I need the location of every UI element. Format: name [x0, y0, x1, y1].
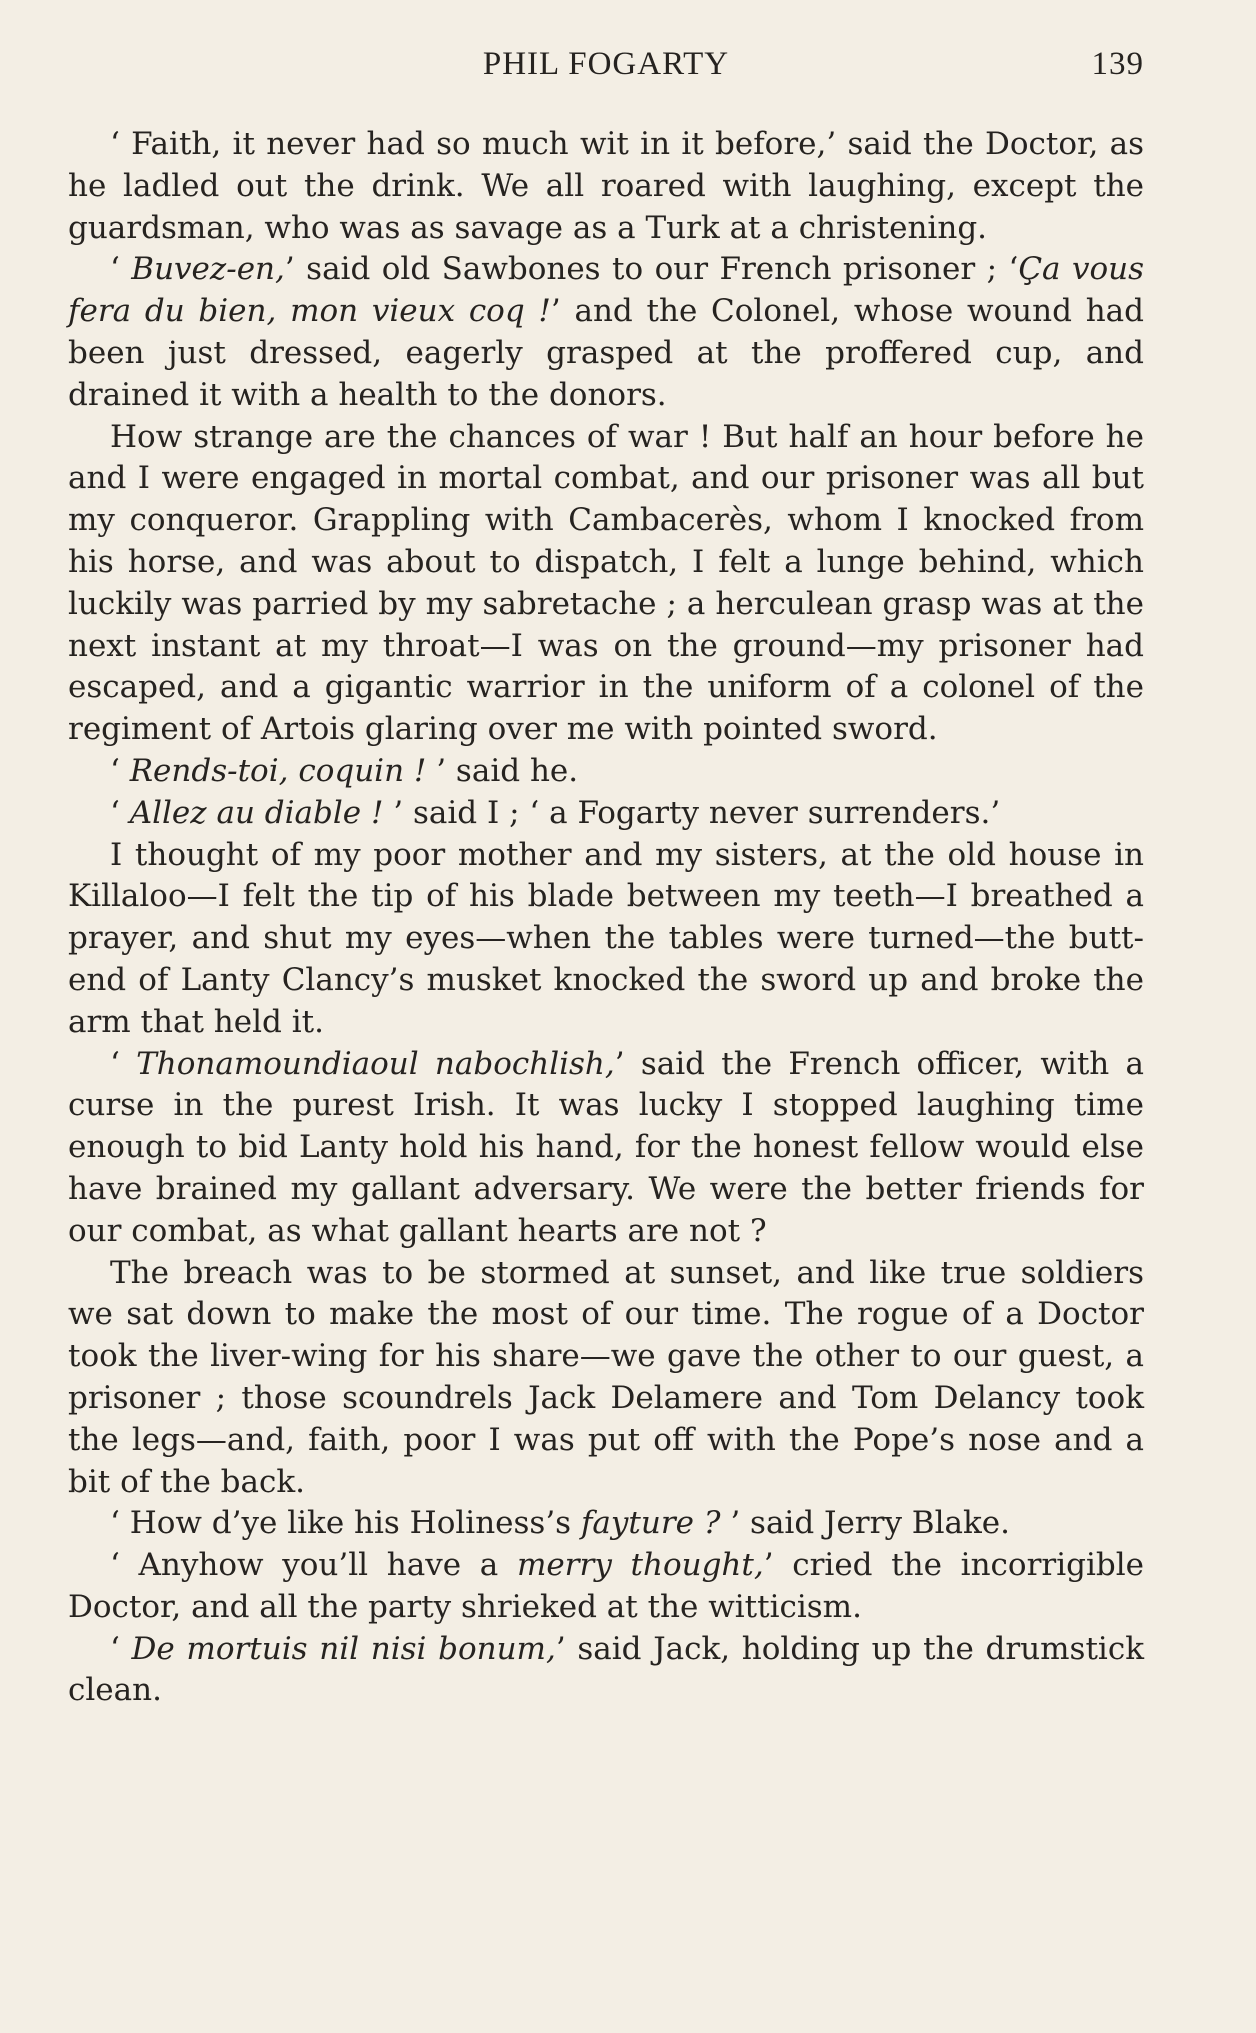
- text-run: ‘ How d’ye like his Holiness’s: [110, 1505, 581, 1542]
- text-run: ’ said Jerry Blake.: [720, 1505, 1010, 1542]
- paragraph: [68, 249, 1144, 416]
- paragraph: [68, 1044, 1144, 1253]
- italic-text: merry thought,: [516, 1547, 764, 1584]
- italic-text: Allez au diable !: [129, 794, 384, 831]
- text-run: ‘: [110, 794, 130, 831]
- paragraph: [68, 1545, 1144, 1629]
- paragraph: [68, 417, 1144, 751]
- text-run: ’ said Jack, holding up the drumstick clean.: [68, 1630, 1144, 1709]
- text-run: ’ said the French officer, with a curse in the purest Irish. It was lucky I stopped laughing time enough to bid Lanty hold his hand, for the honest fellow would else have brained my gallant adversary. We were the better friends for our combat, as what gallant hearts are not ?: [68, 1045, 1144, 1249]
- text-run: ’ cried the incorrigible Doctor, and all the party shrieked at the witticism.: [68, 1547, 1144, 1625]
- text-run: ’ said I ; ‘ a Fogarty never surrenders.’: [383, 794, 1001, 831]
- page-number: 139: [1091, 46, 1144, 82]
- text-run: I thought of my poor mother and my sisters, at the old house in Killaloo—I felt the tip of his blade between my teeth—I breathed a prayer, and shut my eyes—when the tables were turned—the butt-end of Lanty Clancy’s musket knocked the sword up and broke the arm that held it.: [68, 836, 1144, 1040]
- text-run: ‘: [110, 1045, 137, 1082]
- italic-text: fayture ?: [580, 1505, 721, 1542]
- body-text: [68, 124, 1144, 1712]
- italic-text: Thonamoundiaoul nabochlish,: [136, 1045, 615, 1082]
- text-run: ‘: [110, 251, 132, 288]
- text-run: ‘ Anyhow you’ll have a: [110, 1547, 517, 1584]
- text-run: ’ and the Colonel, whose wound had been just dressed, eagerly grasped at the proffered cup, and drained it with a health to the donors.: [68, 293, 1144, 413]
- italic-text: Buvez-en,: [131, 251, 285, 288]
- paragraph: [68, 835, 1144, 1044]
- italic-text: Ça vous fera du bien, mon vieux coq !: [68, 251, 1144, 330]
- text-run: How strange are the chances of war ! But half an hour before he and I were engaged in mortal combat, and our prisoner was all but my conqueror. Grappling with Cambacerès, whom I knocked from his horse, and was about to dispatch, I felt a lunge behind, which luckily was parried by my sabretache ; a herculean grasp was at the next instant at my throat—I was on the ground—my prisoner had escaped, and a gigantic warrior in the uniform of a colonel of the regiment of Artois glaring over me with pointed sword.: [68, 418, 1144, 748]
- text-run: ’ said he.: [426, 752, 579, 789]
- paragraph: [68, 751, 1144, 793]
- italic-text: De mortuis nil nisi bonum,: [131, 1630, 556, 1667]
- text-run: ‘: [110, 752, 130, 789]
- running-head: [68, 46, 1144, 86]
- paragraph: [68, 1253, 1144, 1504]
- text-run: ’ said old Sawbones to our French prisoner ; ‘: [284, 251, 1019, 288]
- italic-text: Rends-toi, coquin !: [129, 752, 427, 789]
- running-title: PHIL FOGARTY: [482, 46, 730, 82]
- text-run: ‘: [110, 1630, 132, 1667]
- paragraph: [68, 124, 1144, 249]
- paragraph: [68, 793, 1144, 835]
- paragraph: [68, 1503, 1144, 1545]
- paragraph: [68, 1629, 1144, 1713]
- text-run: The breach was to be stormed at sunset, and like true soldiers we sat down to make the most of our time. The rogue of a Doctor took the liver-wing for his share—we gave the other to our guest, a prisoner ; those scoundrels Jack Delamere and Tom Delancy took the legs—and, faith, poor I was put off with the Pope’s nose and a bit of the back.: [68, 1254, 1144, 1500]
- text-run: ‘ Faith, it never had so much wit in it before,’ said the Doctor, as he ladled out the drink. We all roared with laughing, except the guardsman, who was as savage as a Turk at a christening.: [68, 126, 1144, 246]
